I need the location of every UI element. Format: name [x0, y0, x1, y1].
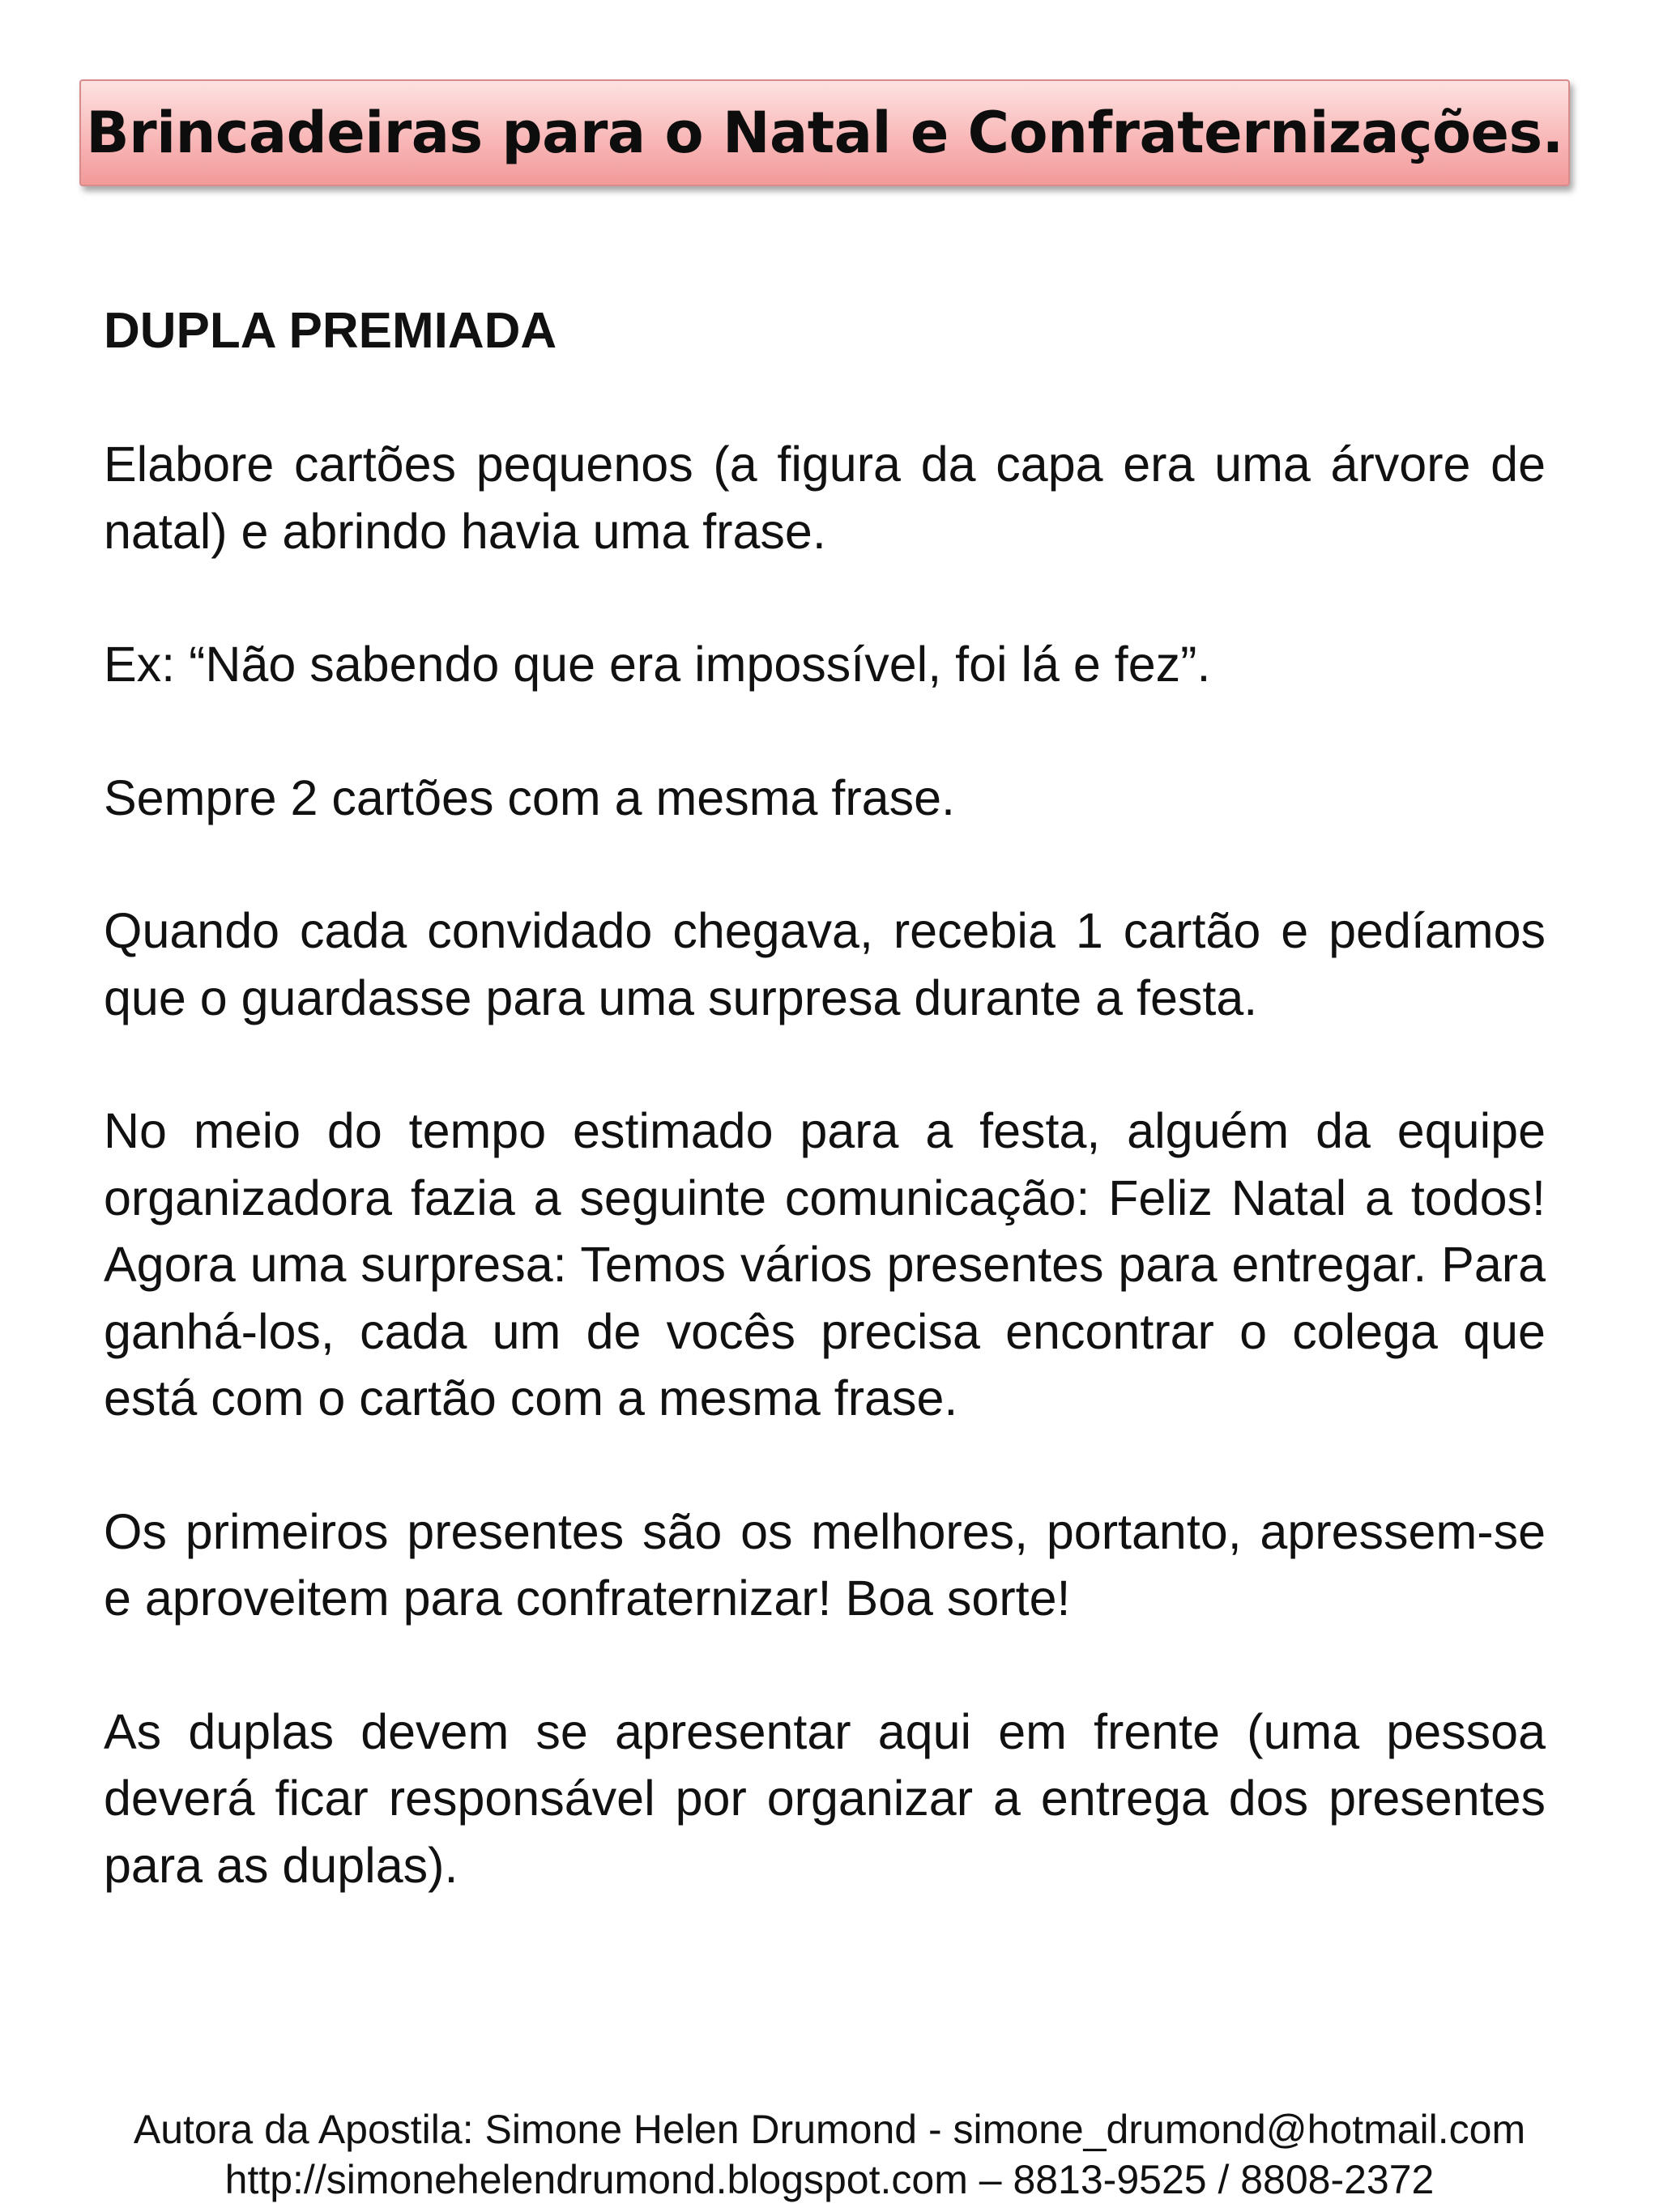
paragraph-example: Ex: “Não sabendo que era impossível, foi lá e fez”.	[104, 637, 1211, 692]
document-body	[104, 298, 1546, 1899]
page-footer	[0, 2104, 1659, 2205]
paragraph-cards: Elabore cartões pequenos (a figura da capa era uma árvore de natal) e abrindo havia uma frase.	[104, 437, 1546, 559]
author-credit: Autora da Apostila: Simone Helen Drumond - simone_drumond@hotmail.com	[133, 2107, 1526, 2152]
contact-info: http://simonehelendrumond.blogspot.com – 8813-9525 / 8808-2372	[224, 2157, 1435, 2202]
paragraph-arrival: Quando cada convidado chegava, recebia 1 cartão e pedíamos que o guardasse para uma surpresa durante a festa.	[104, 903, 1546, 1025]
paragraph-first-gifts: Os primeiros presentes são os melhores, portanto, apressem-se e aproveitem para confraternizar! Boa sorte!	[104, 1503, 1546, 1626]
paragraph-pairs: As duplas devem se apresentar aqui em frente (uma pessoa deverá ficar responsável por organizar a entrega dos presentes para as duplas).	[104, 1703, 1546, 1893]
section-heading: DUPLA PREMIADA	[104, 303, 557, 359]
paragraph-announcement: No meio do tempo estimado para a festa, alguém da equipe organizadora fazia a seguinte comunicação: Feliz Natal a todos! Agora uma surpresa: Temos vários presentes para entregar. Para ganhá-los, cada um de vocês precisa encontrar o colega que está com o cartão com a mesma frase.	[104, 1103, 1546, 1426]
paragraph-same-phrase: Sempre 2 cartões com a mesma frase.	[104, 769, 955, 825]
title-banner	[79, 79, 1570, 186]
page-title: Brincadeiras para o Natal e Confraternizações.	[86, 100, 1563, 166]
